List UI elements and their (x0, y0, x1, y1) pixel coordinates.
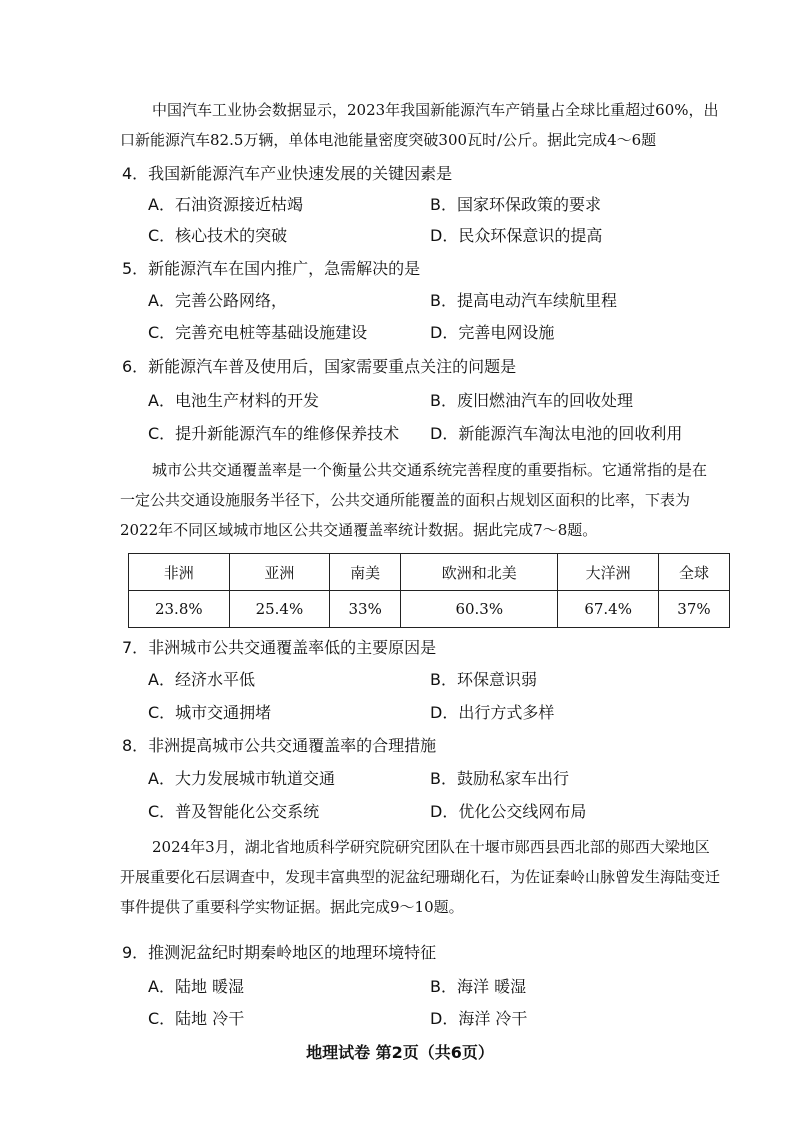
q8-option-a: A．大力发展城市轨道交通 (148, 769, 335, 788)
q7-option-b: B．环保意识弱 (430, 670, 537, 689)
question-5: 5．新能源汽车在国内推广，急需解决的是 (122, 259, 421, 278)
q4-option-c: C．核心技术的突破 (148, 226, 288, 245)
question-7: 7．非洲城市公共交通覆盖率低的主要原因是 (122, 638, 437, 657)
q9-option-d: D．海洋 冷干 (430, 1009, 528, 1028)
q7-option-a: A．经济水平低 (148, 670, 255, 689)
q4-option-a: A．石油资源接近枯竭 (148, 195, 303, 214)
table-value-row (129, 591, 730, 628)
q6-option-c: C．提升新能源汽车的维修保养技术 (148, 424, 400, 443)
q9-option-c: C．陆地 冷干 (148, 1009, 245, 1028)
q8-option-d: D．优化公交线网布局 (430, 802, 587, 821)
page-footer: 地理试卷 第2页（共6页） (306, 1043, 494, 1062)
question-6: 6．新能源汽车普及使用后，国家需要重点关注的问题是 (122, 357, 517, 376)
table-value-cell: 25.4% (229, 591, 330, 628)
q6-option-a: A．电池生产材料的开发 (148, 391, 319, 410)
table-header-row (129, 554, 730, 591)
question-8: 8．非洲提高城市公共交通覆盖率的合理措施 (122, 736, 437, 755)
q5-option-a: A．完善公路网络， (148, 291, 287, 310)
table-header-cell: 亚洲 (229, 554, 330, 591)
question-9: 9．推测泥盆纪时期秦岭地区的地理环境特征 (122, 943, 437, 962)
q5-option-b: B．提高电动汽车续航里程 (430, 291, 617, 310)
q8-option-b: B．鼓励私家车出行 (430, 769, 569, 788)
passage-fossil: 2024年3月，湖北省地质科学研究院研究团队在十堰市郧西县西北部的郧西大梁地区开展重要化石层调查中，发现丰富典型的泥盆纪珊瑚化石，为佐证秦岭山脉曾发生海陆变迁事件提供了重要科学实物证据。据此完成9～10题。 (120, 838, 721, 916)
q9-option-b: B．海洋 暖湿 (430, 977, 527, 996)
coverage-table (128, 553, 730, 628)
q5-option-c: C．完善充电桩等基础设施建设 (148, 323, 368, 342)
table-value-cell: 60.3% (401, 591, 558, 628)
q7-option-c: C．城市交通拥堵 (148, 703, 272, 722)
table-header-cell: 非洲 (129, 554, 230, 591)
q5-option-d: D．完善电网设施 (430, 323, 555, 342)
q6-option-d: D．新能源汽车淘汰电池的回收利用 (430, 424, 683, 443)
q4-option-b: B．国家环保政策的要求 (430, 195, 601, 214)
table-header-cell: 南美 (330, 554, 401, 591)
passage-transit: 城市公共交通覆盖率是一个衡量公共交通系统完善程度的重要指标。它通常指的是在一定公共交通设施服务半径下，公共交通所能覆盖的面积占规划区面积的比率，下表为2022年不同区域城市地区公共交通覆盖率统计数据。据此完成7～8题。 (120, 461, 708, 539)
table-header-cell: 全球 (658, 554, 729, 591)
table-value-cell: 37% (658, 591, 729, 628)
q4-option-d: D．民众环保意识的提高 (430, 226, 603, 245)
table-value-cell: 67.4% (558, 591, 659, 628)
q7-option-d: D．出行方式多样 (430, 703, 555, 722)
table-value-cell: 33% (330, 591, 401, 628)
table-header-cell: 大洋洲 (558, 554, 659, 591)
table-value-cell: 23.8% (129, 591, 230, 628)
q6-option-b: B．废旧燃油汽车的回收处理 (430, 391, 633, 410)
table-header-cell: 欧洲和北美 (401, 554, 558, 591)
q9-option-a: A．陆地 暖湿 (148, 977, 245, 996)
passage-ev: 中国汽车工业协会数据显示，2023年我国新能源汽车产销量占全球比重超过60%，出口新能源汽车82.5万辆，单体电池能量密度突破300瓦时/公斤。据此完成4～6题 (120, 101, 719, 149)
question-4: 4．我国新能源汽车产业快速发展的关键因素是 (122, 164, 453, 183)
q8-option-c: C．普及智能化公交系统 (148, 802, 320, 821)
